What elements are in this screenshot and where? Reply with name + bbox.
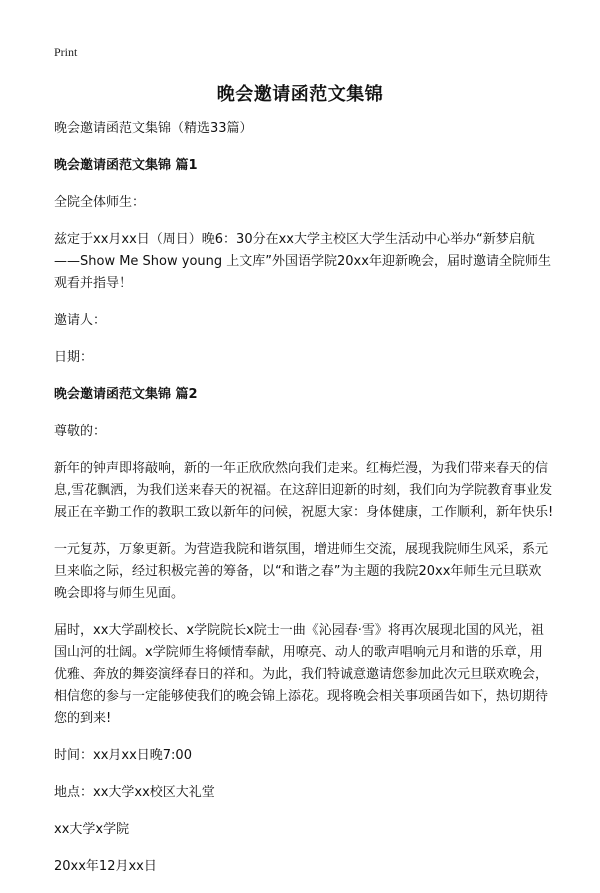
document-subtitle: 晚会邀请函范文集锦（精选33篇） xyxy=(54,121,253,136)
section-2-salutation: 尊敬的： xyxy=(54,424,107,439)
section-2-organization: xx大学x学院 xyxy=(54,822,130,837)
section-2-date: 20xx年12月xx日 xyxy=(54,859,157,874)
section-1-date: 日期： xyxy=(54,350,94,365)
section-1-body: 兹定于xx月xx日（周日）晚6：30分在xx大学主校区大学生活动中心举办“新梦启航——Show Me Show young 上文库”外国语学院20xx年迎新晚会，届时邀请全院师生观看并指导！ xyxy=(54,232,551,291)
section-2-paragraph-2: 一元复苏，万象更新。为营造我院和谐氛围，增进师生交流，展现我院师生风采，系元旦来临之际，经过积极完善的筹备，以“和谐之春”为主题的我院20xx年师生元旦联欢晚会即将与师生见面。 xyxy=(54,542,549,601)
section-2-paragraph-3: 届时，xx大学副校长、x学院院长x院士一曲《沁园春·雪》将再次展现北国的风光，祖国山河的壮阔。x学院师生将倾情奉献，用嘹亮、动人的歌声唱响元月和谐的乐章，用优雅、奔放的舞姿演绎春日的祥和。为此，我们特诚意邀请您参加此次元旦联欢晚会，相信您的参与一定能够使我们的晚会锦上添花。现将晚会相关事项函告如下，热切期待您的到来! xyxy=(54,623,549,726)
document-body xyxy=(54,118,554,893)
print-label: Print xyxy=(54,45,78,59)
section-2-heading: 晚会邀请函范文集锦 篇2 xyxy=(54,387,198,402)
section-2-place: 地点：xx大学xx校区大礼堂 xyxy=(54,785,215,800)
section-2-time: 时间：xx月xx日晚7:00 xyxy=(54,748,192,763)
section-1-inviter: 邀请人： xyxy=(54,313,107,328)
section-1-salutation: 全院全体师生： xyxy=(54,195,146,210)
section-2-paragraph-1: 新年的钟声即将敲响，新的一年正欣欣然向我们走来。红梅烂漫，为我们带来春天的信息,雪花飘洒，为我们送来春天的祝福。在这辞旧迎新的时刻，我们向为学院教育事业发展正在辛勤工作的教职工致以新年的问候，祝愿大家：身体健康，工作顺利，新年快乐! xyxy=(54,461,554,520)
document-title: 晚会邀请函范文集锦 xyxy=(216,84,384,105)
section-1-heading: 晚会邀请函范文集锦 篇1 xyxy=(54,158,198,173)
